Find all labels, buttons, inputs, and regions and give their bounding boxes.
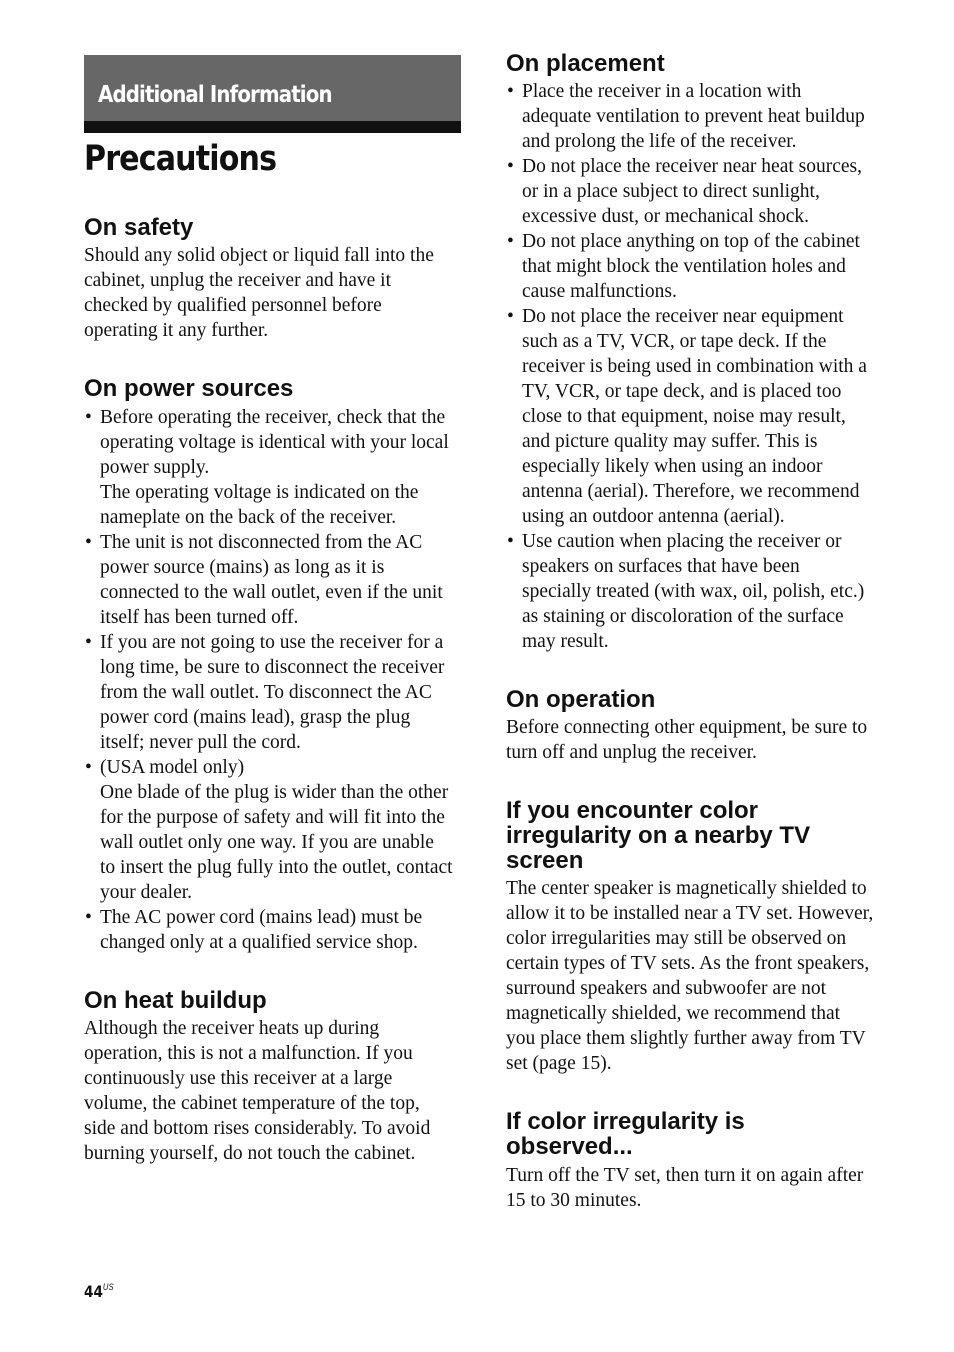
text-line: Should any solid object or liquid fall into the (84, 245, 434, 266)
text-line: Before operating the receiver, check that the (100, 407, 446, 428)
text-line: may result. (522, 631, 609, 652)
text-line: side and bottom rises considerably. To avoid (84, 1118, 431, 1139)
list-item (84, 405, 453, 530)
heading-line: If you encounter color (506, 797, 759, 824)
bullet-icon: • (507, 231, 514, 252)
text-line: and prolong the life of the receiver. (522, 131, 797, 152)
text-line: Do not place the receiver near heat sources, (522, 156, 862, 177)
text-line: Turn off the TV set, then turn it on again after (506, 1165, 864, 1186)
text-line: Place the receiver in a location with (522, 81, 802, 102)
on-safety-text (84, 243, 434, 343)
text-line: volume, the cabinet temperature of the top, (84, 1093, 420, 1114)
list-item (506, 529, 867, 654)
text-line: turn off and unplug the receiver. (506, 742, 757, 763)
list-item (84, 630, 453, 755)
text-line: that might block the ventilation holes and (522, 256, 846, 277)
page-number (84, 1282, 114, 1301)
text-line: excessive dust, or mechanical shock. (522, 206, 809, 227)
color-observed-text (506, 1163, 863, 1213)
text-line: itself has been turned off. (100, 607, 299, 628)
on-power-sources-heading: On power sources (84, 375, 294, 402)
text-line: color irregularities may still be observed on (506, 928, 847, 949)
bullet-icon: • (507, 531, 514, 552)
color-observed-heading (506, 1109, 745, 1159)
text-line: to insert the plug fully into the outlet, contact (100, 857, 453, 878)
text-line: antenna (aerial). Therefore, we recommend (522, 481, 860, 502)
text-line: Use caution when placing the receiver or (522, 531, 842, 552)
page-title: Precautions (84, 139, 277, 179)
text-line: especially likely when using an indoor (522, 456, 823, 477)
text-line: cause malfunctions. (522, 281, 677, 302)
text-line: Before connecting other equipment, be sure to (506, 717, 868, 738)
region-code: US (102, 1282, 114, 1292)
text-line: power cord (mains lead), grasp the plug (100, 707, 411, 728)
text-line: Do not place anything on top of the cabinet (522, 231, 860, 252)
placement-list (506, 79, 867, 654)
list-item (506, 79, 867, 154)
list-item (84, 530, 453, 630)
text-line: magnetically shielded, we recommend that (506, 1003, 841, 1024)
text-line: close to that equipment, noise may result, (522, 406, 846, 427)
text-line: from the wall outlet. To disconnect the AC (100, 682, 432, 703)
text-line: long time, be sure to disconnect the receiver (100, 657, 445, 678)
bullet-icon: • (85, 907, 92, 928)
text-line: cabinet, unplug the receiver and have it (84, 270, 391, 291)
heading-line: screen (506, 847, 584, 874)
bullet-icon: • (507, 306, 514, 327)
text-line: allow it to be installed near a TV set. However, (506, 903, 874, 924)
power-sources-list (84, 405, 453, 955)
list-item (506, 229, 867, 304)
text-line: and picture quality may suffer. This is (522, 431, 818, 452)
heading-line: If color irregularity is (506, 1108, 745, 1135)
on-safety-heading: On safety (84, 214, 194, 241)
section-banner-title: Additional Information (98, 82, 332, 108)
text-line: The center speaker is magnetically shielded to (506, 878, 867, 899)
heading-line: irregularity on a nearby TV (506, 822, 811, 849)
text-line: power supply. (100, 457, 210, 478)
text-line: specially treated (with wax, oil, polish, etc.) (522, 581, 865, 602)
text-line: 15 to 30 minutes. (506, 1190, 642, 1211)
text-line: connected to the wall outlet, even if the unit (100, 582, 443, 603)
text-line: operating voltage is identical with your local (100, 432, 449, 453)
text-line: The AC power cord (mains lead) must be (100, 907, 423, 928)
text-line: adequate ventilation to prevent heat buildup (522, 106, 865, 127)
text-line: as staining or discoloration of the surface (522, 606, 844, 627)
bullet-icon: • (85, 632, 92, 653)
text-line: you place them slightly further away from TV (506, 1028, 866, 1049)
text-line: operating it any further. (84, 320, 269, 341)
list-item (506, 304, 867, 529)
text-line: One blade of the plug is wider than the other (100, 782, 449, 803)
heading-line: observed... (506, 1133, 633, 1160)
text-line: nameplate on the back of the receiver. (100, 507, 397, 528)
on-heat-buildup-text (84, 1016, 430, 1166)
list-item (84, 905, 453, 955)
color-irregularity-heading (506, 798, 810, 873)
list-item (84, 755, 453, 905)
text-line: The operating voltage is indicated on the (100, 482, 419, 503)
on-operation-heading: On operation (506, 686, 656, 713)
text-line: using an outdoor antenna (aerial). (522, 506, 785, 527)
on-heat-buildup-heading: On heat buildup (84, 987, 267, 1014)
bullet-icon: • (85, 407, 92, 428)
text-line: for the purpose of safety and will fit into the (100, 807, 445, 828)
text-line: continuously use this receiver at a large (84, 1068, 393, 1089)
list-item (506, 154, 867, 229)
text-line: receiver is being used in combination with a (522, 356, 867, 377)
text-line: TV, VCR, or tape deck, and is placed too (522, 381, 842, 402)
text-line: changed only at a qualified service shop. (100, 932, 418, 953)
text-line: operation, this is not a malfunction. If you (84, 1043, 413, 1064)
on-operation-text (506, 715, 867, 765)
page-number-value: 44 (84, 1282, 103, 1301)
text-line: checked by qualified personnel before (84, 295, 382, 316)
text-line: your dealer. (100, 882, 193, 903)
text-line: The unit is not disconnected from the AC (100, 532, 423, 553)
text-line: surround speakers and subwoofer are not (506, 978, 827, 999)
bullet-icon: • (85, 532, 92, 553)
text-line: certain types of TV sets. As the front speakers, (506, 953, 870, 974)
color-irregularity-text (506, 876, 873, 1076)
text-line: (USA model only) (100, 757, 245, 778)
section-banner (84, 55, 461, 133)
text-line: set (page 15). (506, 1053, 612, 1074)
text-line: itself; never pull the cord. (100, 732, 301, 753)
bullet-icon: • (85, 757, 92, 778)
on-placement-heading: On placement (506, 50, 665, 77)
text-line: Do not place the receiver near equipment (522, 306, 844, 327)
text-line: Although the receiver heats up during (84, 1018, 380, 1039)
text-line: wall outlet only one way. If you are unable (100, 832, 434, 853)
text-line: power source (mains) as long as it is (100, 557, 385, 578)
text-line: such as a TV, VCR, or tape deck. If the (522, 331, 827, 352)
text-line: burning yourself, do not touch the cabinet. (84, 1143, 416, 1164)
bullet-icon: • (507, 156, 514, 177)
text-line: If you are not going to use the receiver for a (100, 632, 444, 653)
text-line: or in a place subject to direct sunlight, (522, 181, 820, 202)
text-line: speakers on surfaces that have been (522, 556, 800, 577)
bullet-icon: • (507, 81, 514, 102)
